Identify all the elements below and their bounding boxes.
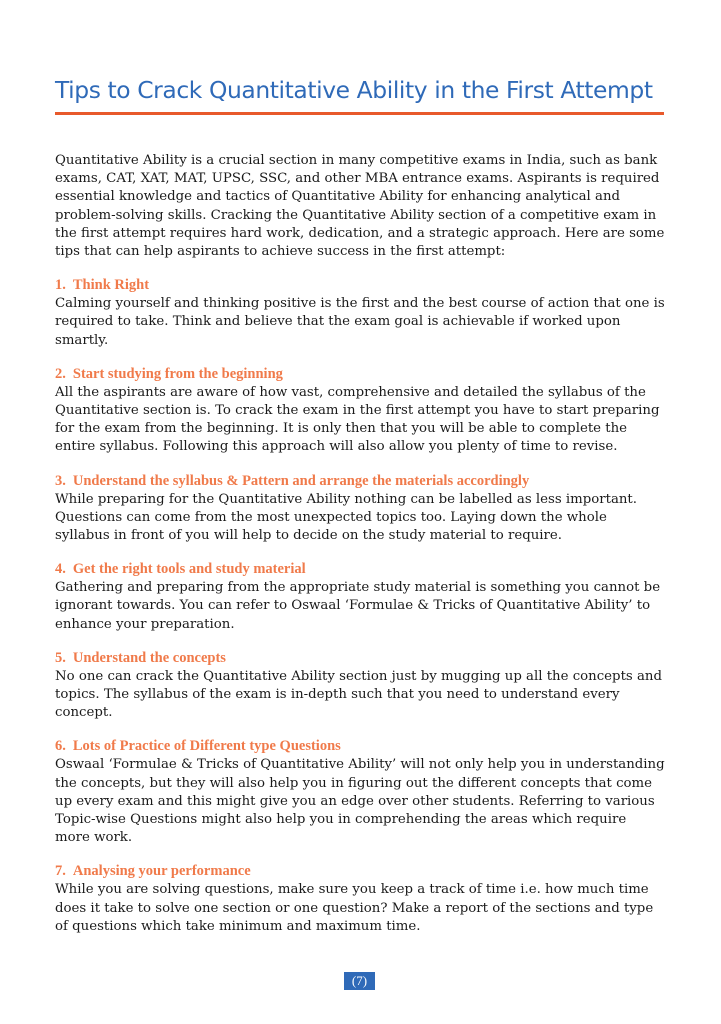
tip-number: 2. bbox=[55, 365, 66, 382]
tip-heading bbox=[55, 276, 665, 294]
tip-title: Analysing your performance bbox=[72, 863, 251, 880]
tip-body: While preparing for the Quantitative Ability nothing can be labelled as less important. Questions can come from the most unexpected topics too. Laying down the whole syllabus in front of you will help to decide on the study material to require. bbox=[55, 491, 638, 544]
tip-number: 6. bbox=[55, 738, 66, 755]
tip-title: Get the right tools and study material bbox=[72, 561, 306, 578]
tip-body: While you are solving questions, make sure you keep a track of time i.e. how much time does it take to solve one section or one question? Make a report of the sections and type of questions which take minimum and maximum time. bbox=[55, 882, 654, 934]
tip-heading bbox=[55, 472, 665, 490]
tip-body: Oswaal ‘Formulae & Tricks of Quantitative Ability’ will not only help you in understanding the concepts, but they will also help you in figuring out the different concepts that come up every exam and this might give you an edge over other students. Referring to various Topic-wise Questions might also help you in comprehending the areas which require more work. bbox=[55, 757, 665, 846]
page-number-badge: (7) bbox=[344, 972, 375, 990]
tip-heading bbox=[55, 649, 665, 667]
tip-body: No one can crack the Quantitative Ability section just by mugging up all the concepts and topics. The syllabus of the exam is in-depth such that you need to understand every concept. bbox=[55, 668, 662, 721]
tip-section-7 bbox=[55, 862, 665, 936]
tip-section-2 bbox=[55, 365, 665, 457]
tip-body: Gathering and preparing from the appropriate study material is something you cannot be ignorant towards. You can refer to Oswaal ‘Formulae & Tricks of Quantitative Ability’ to enhance your preparation. bbox=[55, 580, 661, 632]
tip-section-5 bbox=[55, 649, 665, 723]
tip-heading bbox=[55, 737, 665, 755]
tip-heading bbox=[55, 862, 665, 880]
title-underline bbox=[55, 112, 664, 115]
tip-number: 3. bbox=[55, 472, 66, 489]
tip-title: Lots of Practice of Different type Questions bbox=[72, 738, 341, 755]
tip-number: 7. bbox=[55, 863, 66, 880]
tip-title: Think Right bbox=[72, 277, 150, 294]
tip-heading bbox=[55, 365, 665, 383]
tip-body: All the aspirants are aware of how vast, comprehensive and detailed the syllabus of the Quantitative section is. To crack the exam in the first attempt you have to start preparing for the exam from the beginning. It is only then that you will be able to complete the entire syllabus. Following this approach will also allow you plenty of time to revise. bbox=[55, 384, 660, 455]
tip-number: 4. bbox=[55, 561, 66, 578]
tip-section-6 bbox=[55, 737, 665, 847]
tip-title: Understand the concepts bbox=[72, 649, 226, 666]
tip-heading bbox=[55, 560, 665, 578]
content bbox=[55, 152, 665, 936]
page-title: Tips to Crack Quantitative Ability in the First Attempt bbox=[55, 76, 653, 104]
intro-paragraph: Quantitative Ability is a crucial section in many competitive exams in India, such as bank exams, CAT, XAT, MAT, UPSC, SSC, and other MBA entrance exams. Aspirants is required essential knowledge and tactics of Quantitative Ability for enhancing analytical and problem-solving skills. Cracking the Quantitative Ability section of a competitive exam in the first attempt requires hard work, dedication, and a strategic approach. Here are some tips that can help aspirants to achieve success in the first attempt: bbox=[55, 153, 665, 260]
tip-number: 1. bbox=[55, 277, 66, 294]
tip-body: Calming yourself and thinking positive is the first and the best course of action that one is required to take. Think and believe that the exam goal is achievable if worked upon smartly. bbox=[55, 296, 665, 348]
tip-title: Understand the syllabus & Pattern and arrange the materials accordingly bbox=[72, 472, 530, 489]
tip-number: 5. bbox=[55, 649, 66, 666]
tip-section-4 bbox=[55, 560, 665, 634]
tip-title: Start studying from the beginning bbox=[72, 365, 283, 382]
tip-section-1 bbox=[55, 276, 665, 350]
tip-section-3 bbox=[55, 472, 665, 546]
